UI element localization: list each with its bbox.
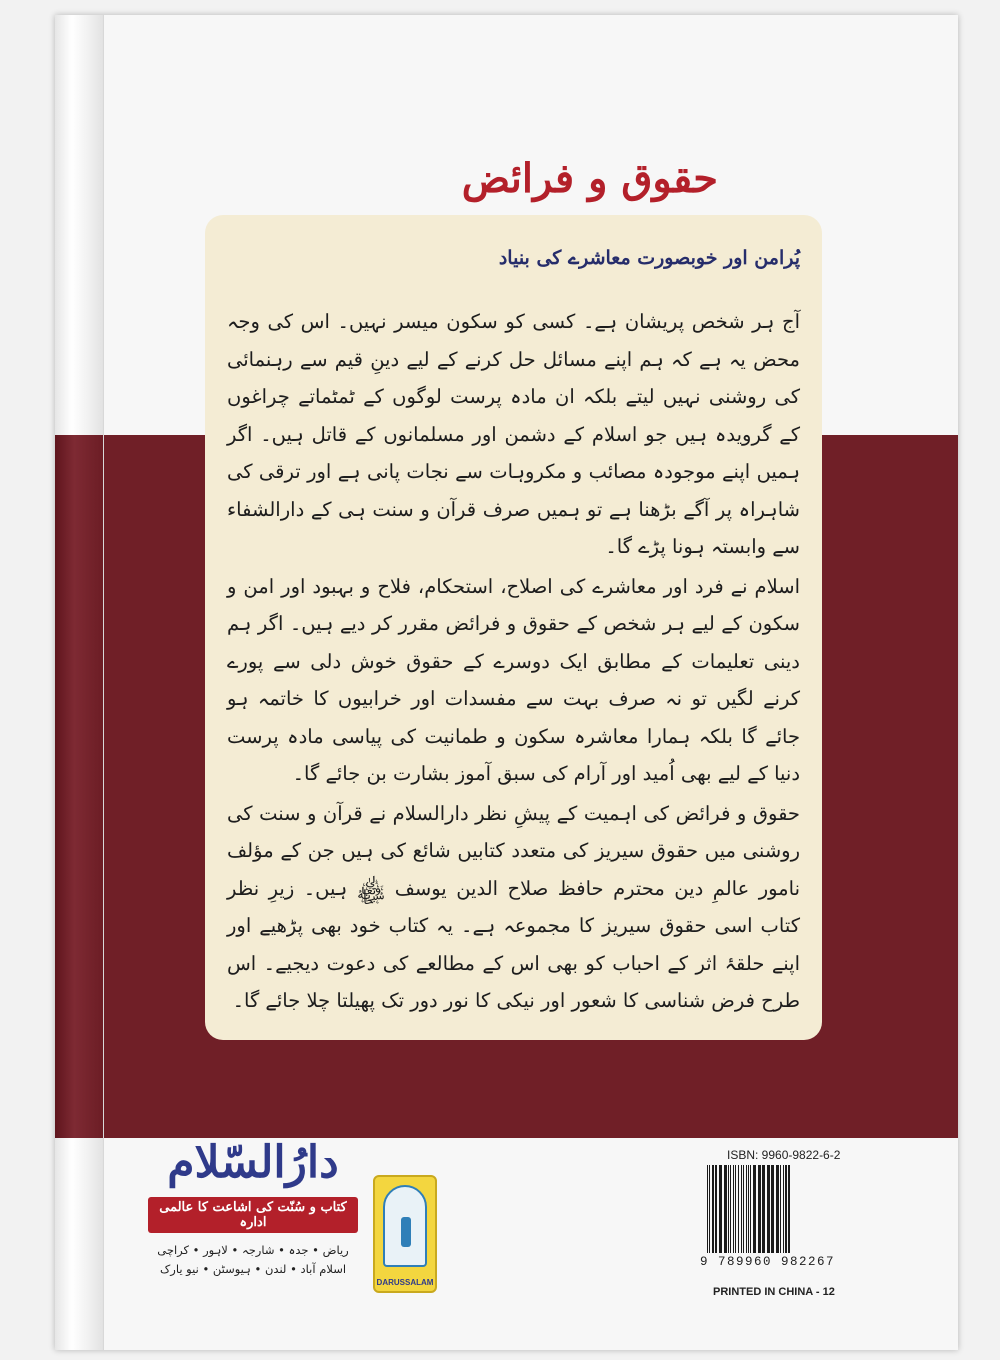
publisher-tagline: کتاب و سُنّت کی اشاعت کا عالمی ادارہ: [148, 1197, 358, 1233]
barcode-bar: [719, 1165, 722, 1253]
barcode-bar: [785, 1165, 787, 1253]
barcode-bar: [712, 1165, 714, 1253]
publisher-block: [148, 1135, 358, 1279]
barcode-bar: [780, 1165, 781, 1253]
barcode-bar: [748, 1165, 749, 1253]
isbn-label: ISBN: 9960-9822-6-2: [727, 1148, 841, 1162]
barcode-bar: [783, 1165, 784, 1253]
description-paragraph: آج ہر شخص پریشان ہے۔ کسی کو سکون میسر نہیں۔ اس کی وجہ محض یہ ہے کہ ہم اپنے مسائل حل کرنے کے لیے دینِ قیم سے رہنمائی کی روشنی نہیں لیتے بلکہ ان مادہ پرست لوگوں کے ٹمٹماتے چراغوں کے گرویدہ ہیں جو اسلام کے دشمن اور مسلمانوں کے قاتل ہیں۔ اگر ہمیں اپنے موجودہ مصائب و مکروہات سے نجات پانی ہے اور ترقی کی شاہراہ پر آگے بڑھنا ہے تو ہمیں صرف قرآن و سنت ہی کے دارالشفاء سے وابستہ ہونا پڑے گا۔: [227, 310, 800, 558]
logo-arch: [383, 1185, 427, 1267]
barcode-bar: [715, 1165, 717, 1253]
barcode-bar: [771, 1165, 774, 1253]
barcode-bar: [741, 1165, 742, 1253]
description-panel: [205, 215, 822, 1040]
barcode-bar: [730, 1165, 731, 1253]
barcode-bar: [735, 1165, 736, 1253]
darussalam-logo-icon: [373, 1175, 437, 1293]
barcode-bar: [746, 1165, 747, 1253]
barcode-bar: [753, 1165, 756, 1253]
barcode-bar: [788, 1165, 790, 1253]
barcode-bar: [738, 1165, 739, 1253]
spine-band: [55, 435, 103, 1138]
book-spine: [55, 15, 104, 1350]
printed-in-label: PRINTED IN CHINA - 12: [713, 1286, 835, 1298]
publisher-cities: [148, 1241, 358, 1279]
barcode-bar: [767, 1165, 770, 1253]
cover-title: حقوق و فرائض: [461, 155, 718, 202]
barcode-bar: [733, 1165, 734, 1253]
barcode-bar: [707, 1165, 708, 1253]
barcode-bar: [728, 1165, 729, 1253]
barcode-bar: [743, 1165, 744, 1253]
cities-line-2: اسلام آباد • لندن • ہیوسٹن • نیو یارک: [159, 1262, 347, 1276]
barcode-bar: [762, 1165, 765, 1253]
description-paragraph: اسلام نے فرد اور معاشرے کی اصلاح، استحکام، فلاح و بہبود اور امن و سکون کے لیے ہر شخص کے حقوق و فرائض مقرر کر دیے ہیں۔ اگر ہم دینی تعلیمات کے مطابق ایک دوسرے کے حقوق خوش دلی سے پورے کرنے لگیں تو نہ صرف بہت سے مفسدات اور خرابیوں کا خاتمہ ہو جائے گا بلکہ ہمارا معاشرہ سکون و طمانیت کی پیاسی مادہ پرست دنیا کے لیے بھی اُمید اور آرام کی سبق آموز بشارت بن جائے گا۔: [227, 574, 800, 785]
logo-mark: [401, 1217, 411, 1247]
cities-line-1: ریاض • جدہ • شارجہ • لاہور • کراچی: [157, 1243, 349, 1257]
description-paragraph: حقوق و فرائض کی اہمیت کے پیشِ نظر دارالسلام نے قرآن و سنت کی روشنی میں حقوق سیریز کی متعدد کتابیں شائع کی ہیں جن کے مؤلف نامور عالمِ دین محترم حافظ صلاح الدین یوسف ﷾ ہیں۔ زیرِ نظر کتاب اسی حقوق سیریز کا مجموعہ ہے۔ یہ کتاب خود بھی پڑھیے اور اپنے حلقۂ اثر کے احباب کو بھی اس کے مطالعے کی دعوت دیجیے۔ اس طرح فرض شناسی کا شعور اور نیکی کا نور دور تک پھیلتا چلا جائے گا۔: [227, 801, 800, 1012]
barcode-bar: [776, 1165, 779, 1253]
book-back-cover: [55, 15, 958, 1350]
logo-text: DARUSSALAM: [376, 1278, 434, 1287]
barcode-bar: [709, 1165, 710, 1253]
barcode-bar: [750, 1165, 751, 1253]
barcode-digits: 9 789960 982267: [700, 1255, 836, 1269]
publisher-name: دارُالسّلام: [167, 1137, 339, 1188]
barcode-bar: [724, 1165, 727, 1253]
barcode: [705, 1165, 873, 1253]
barcode-bar: [758, 1165, 761, 1253]
cover-subtitle: پُرامن اور خوبصورت معاشرے کی بنیاد: [498, 247, 800, 269]
